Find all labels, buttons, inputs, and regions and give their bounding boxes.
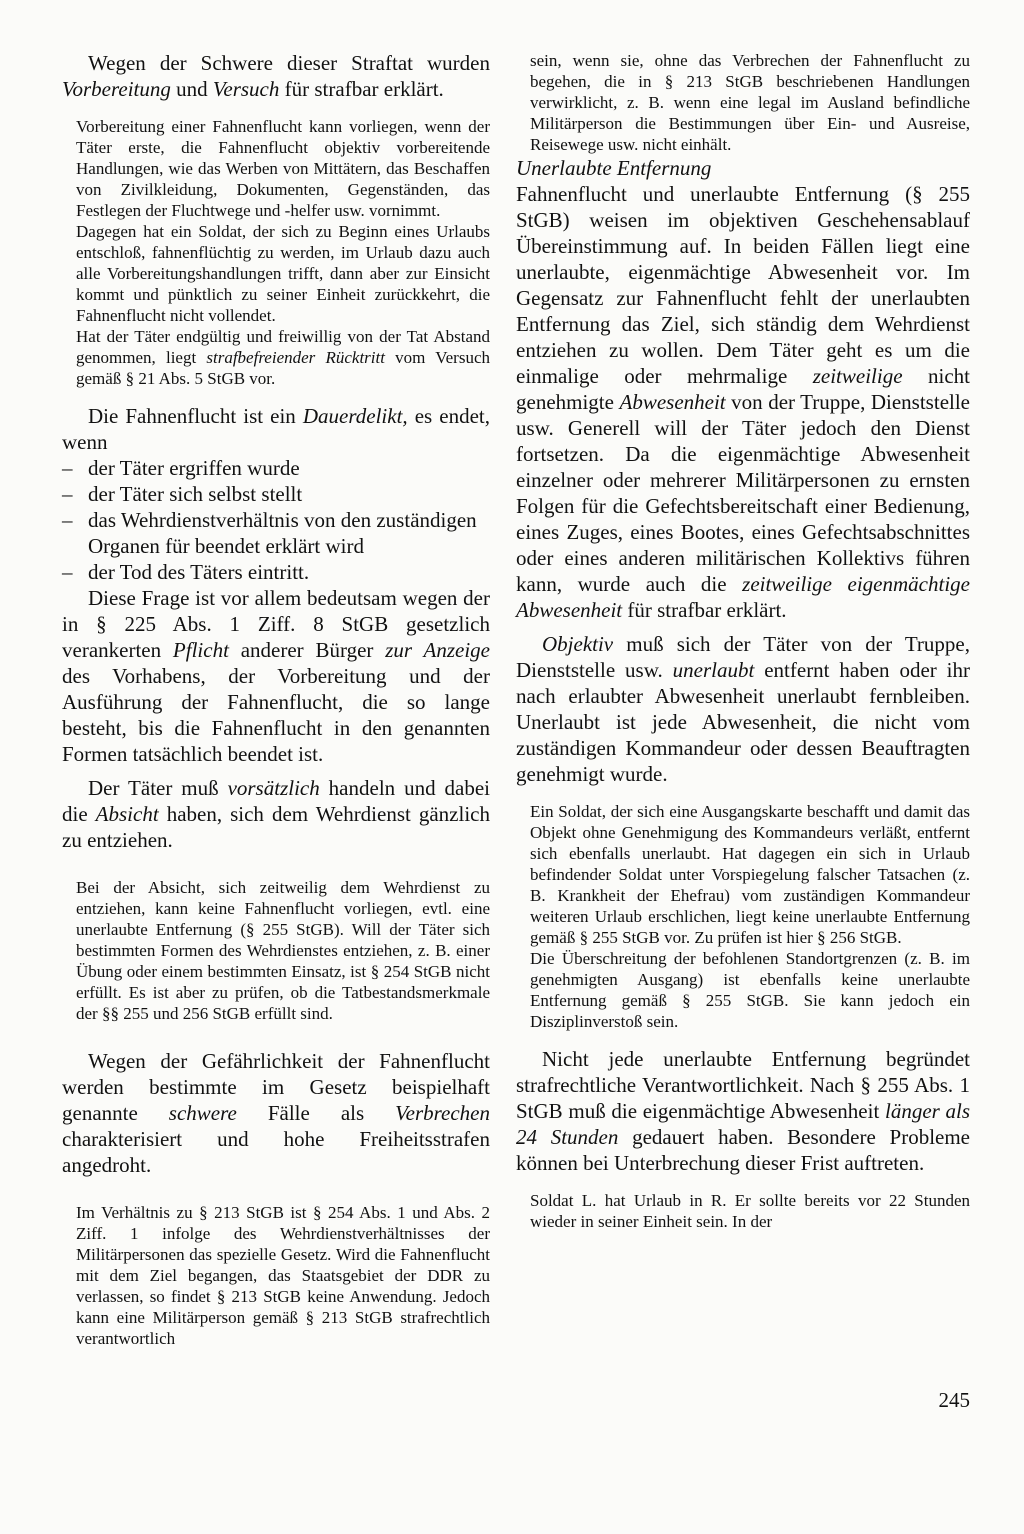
paragraph-anzeigepflicht — [62, 585, 490, 767]
text-run: charakterisiert und hohe Freiheitsstrafen angedroht. — [62, 1127, 490, 1177]
text-run: Fälle als — [236, 1101, 396, 1125]
paragraph-objektiv — [516, 631, 970, 787]
small-print-block — [62, 116, 490, 389]
left-column — [62, 50, 490, 1349]
list-item: – das Wehrdienstverhältnis von den zuständigen Organen für beendet erklärt wird — [62, 507, 490, 559]
right-column — [516, 50, 970, 1232]
emphasis: strafbefreiender Rücktritt — [206, 348, 385, 367]
small-paragraph: Bei der Absicht, sich zeitweilig dem Wehrdienst zu entziehen, kann keine Fahnenflucht vorliegen, evtl. eine unerlaubte Entfernung (§ 255 StGB). Will der Täter sich bestimmten Formen des Wehrdienstes entziehen, z. B. einer Übung oder einem bestimmten Einsatz, ist § 254 StGB nicht erfüllt. Es ist aber zu prüfen, ob die Tatbestandsmerkmale der §§ 255 und 256 StGB erfüllt sind. — [76, 878, 490, 1023]
paragraph-24-stunden — [516, 1046, 970, 1176]
text-run: haben, sich dem Wehrdienst gänzlich zu entziehen. — [62, 802, 490, 852]
text-run: Wegen der Gefährlichkeit der Fahnenflucht werden bestimmte im Gesetz beispielhaft genannte — [62, 1049, 490, 1125]
text-run: vom Versuch gemäß § 21 Abs. 5 StGB vor. — [76, 348, 490, 388]
emphasis: Abwesenheit — [619, 390, 726, 414]
emphasis: schwere — [168, 1101, 237, 1125]
emphasis: Vorbereitung — [62, 77, 171, 101]
text-run: Wegen der Schwere dieser Straftat wurden — [88, 51, 490, 75]
text-run: Hat der Täter endgültig und freiwillig von der Tat Abstand genommen, liegt — [76, 327, 490, 367]
section-heading: Unerlaubte Entfernung — [516, 156, 712, 180]
text-run: Nicht jede unerlaubte Entfernung begründet strafrechtliche Verantwortlichkeit. Nach § 255 Abs. 1 StGB muß die eigenmächtige Abwesenheit — [516, 1047, 970, 1123]
text-run: von der Truppe, Dienststelle usw. Generell will der Täter jedoch den Dienst fortsetzen. Da die eigenmächtige Abwesenheit einzelner oder mehrerer Militärpersonen zu ernsten Folgen für die Gefechtsbereitschaft einer Bedienung, eines Zuges, eines Bootes, eines Gefechtsabschnittes oder eines anderen militärischen Kollektivs führen kann, wurde auch die — [516, 390, 970, 596]
small-print-block — [516, 801, 970, 1032]
text-run: anderer Bürger — [228, 638, 386, 662]
text-run: Diese Frage ist vor allem bedeutsam wegen der in § 225 Abs. 1 Ziff. 8 StGB gesetzlich verankerten — [62, 586, 490, 662]
emphasis: länger als 24 Stunden — [516, 1099, 970, 1149]
text-run: des Vorhabens, der Vorbereitung und der Ausführung der Fahnenflucht, die so lange besteht, bis die Fahnenflucht in den genannten Formen tatsächlich beendet ist. — [62, 664, 490, 766]
text-run: Die Fahnenflucht ist ein — [88, 404, 303, 428]
paragraph-vorsatz — [62, 775, 490, 853]
list-item: – der Täter ergriffen wurde — [62, 455, 490, 481]
text-run: für strafbar erklärt. — [279, 77, 444, 101]
emphasis: Pflicht — [172, 638, 229, 662]
paragraph-dauerdelikt — [62, 403, 490, 455]
text-run: und — [170, 77, 213, 101]
text-run: Der Täter muß — [88, 776, 228, 800]
text-run: muß sich der Täter von der Truppe, Dienststelle usw. — [516, 632, 970, 682]
small-paragraph: Vorbereitung einer Fahnenflucht kann vorliegen, wenn der Täter erste, die Fahnenflucht objektiv vorbereitende Handlungen, wie das Werben von Mittätern, das Beschaffen von Zivilkleidung, Dokumenten, Gegenständen, das Festlegen der Fluchtwege und -helfer usw. vornimmt. — [76, 117, 490, 220]
text-run: gedauert haben. Besondere Probleme können bei Unterbrechung dieser Frist auftreten. — [516, 1125, 970, 1175]
text-run: nicht genehmigte — [516, 364, 970, 414]
list-item: – der Tod des Täters eintritt. — [62, 559, 490, 585]
small-paragraph: sein, wenn sie, ohne das Verbrechen der Fahnenflucht zu begehen, die in § 213 StGB beschriebenen Handlungen verwirklicht, z. B. wenn eine legal im Ausland befindliche Militärperson die Bestimmungen über Ein- und Ausreise, Reisewege usw. nicht einhält. — [530, 51, 970, 154]
dash-list — [62, 455, 490, 585]
emphasis: zeitweilige eigenmächtige Abwesenheit — [516, 572, 970, 622]
emphasis: Verbrechen — [395, 1101, 490, 1125]
small-paragraph: Im Verhältnis zu § 213 StGB ist § 254 Abs. 1 und Abs. 2 Ziff. 1 infolge des Wehrdienstverhältnisses der Militärpersonen das spezielle Gesetz. Wird die Fahnenflucht mit dem Ziel begangen, das Staatsgebiet der DDR zu verlassen, so findet § 213 StGB keine Anwendung. Jedoch kann eine Militärperson gemäß § 213 StGB strafrechtlich verantwortlich — [76, 1203, 490, 1348]
small-paragraph: Ein Soldat, der sich eine Ausgangskarte beschafft und damit das Objekt ohne Genehmigung des Kommandeurs verläßt, entfernt sich ebenfalls unerlaubt. Hat dagegen ein sich in Urlaub befindender Soldat unter Vorspiegelung falscher Tatsachen (z. B. Krankheit der Ehefrau) vom zuständigen Kommandeur weiteren Urlaub erschlichen, liegt keine unerlaubte Entfernung gemäß § 255 StGB vor. Zu prüfen ist hier § 256 StGB. — [530, 802, 970, 947]
list-item: – der Täter sich selbst stellt — [62, 481, 490, 507]
paragraph-penalty-intro — [62, 50, 490, 102]
small-paragraph: Soldat L. hat Urlaub in R. Er sollte bereits vor 22 Stunden wieder in seiner Einheit sein. In der — [530, 1191, 970, 1231]
emphasis: zeitweilige — [812, 364, 903, 388]
text-run: Fahnenflucht und unerlaubte Entfernung (§ 255 StGB) weisen im objektiven Geschehensablauf Übereinstimmung auf. In beiden Fällen liegt eine unerlaubte, eigenmächtige Abwesenheit vor. Im Gegensatz zur Fahnenflucht fehlt der unerlaubten Entfernung das Ziel, sich ständig dem Wehrdienst entziehen zu wollen. Dem Täter geht es um die einmalige oder mehrmalige — [516, 182, 970, 388]
emphasis: zur Anzeige — [385, 638, 490, 662]
emphasis: Dauerdelikt, — [302, 404, 408, 428]
page-number: 245 — [938, 1388, 970, 1412]
emphasis: Objektiv — [542, 632, 614, 656]
text-run: für strafbar erklärt. — [622, 598, 787, 622]
text-run: handeln und dabei die — [62, 776, 491, 826]
paragraph-unerlaubte-entfernung — [516, 181, 970, 623]
emphasis: unerlaubt — [672, 658, 755, 682]
text-run: es endet, wenn — [62, 404, 490, 454]
text-run: entfernt haben oder ihr nach erlaubter Abwesenheit unerlaubt fernbleiben. Unerlaubt ist jede Abwesenheit, die nicht vom zuständigen Kommandeur oder dessen Beauftragten genehmigt wurde. — [516, 658, 970, 786]
emphasis: Versuch — [212, 77, 280, 101]
small-paragraph — [62, 326, 490, 389]
paragraph-schwere-faelle — [62, 1048, 490, 1178]
emphasis: Absicht — [95, 802, 159, 826]
emphasis: vorsätzlich — [227, 776, 320, 800]
small-paragraph: Dagegen hat ein Soldat, der sich zu Beginn eines Urlaubs entschloß, fahnenflüchtig zu werden, im Urlaub dazu auch alle Vorbereitungshandlungen trifft, dann aber zur Einsicht kommt und pünktlich zu seiner Einheit zurückkehrt, die Fahnenflucht nicht vollendet. — [76, 222, 490, 325]
small-paragraph: Die Überschreitung der befohlenen Standortgrenzen (z. B. im genehmigten Ausgang) ist ebenfalls keine unerlaubte Entfernung gemäß § 255 StGB. Sie kann jedoch ein Disziplinverstoß sein. — [530, 949, 970, 1031]
